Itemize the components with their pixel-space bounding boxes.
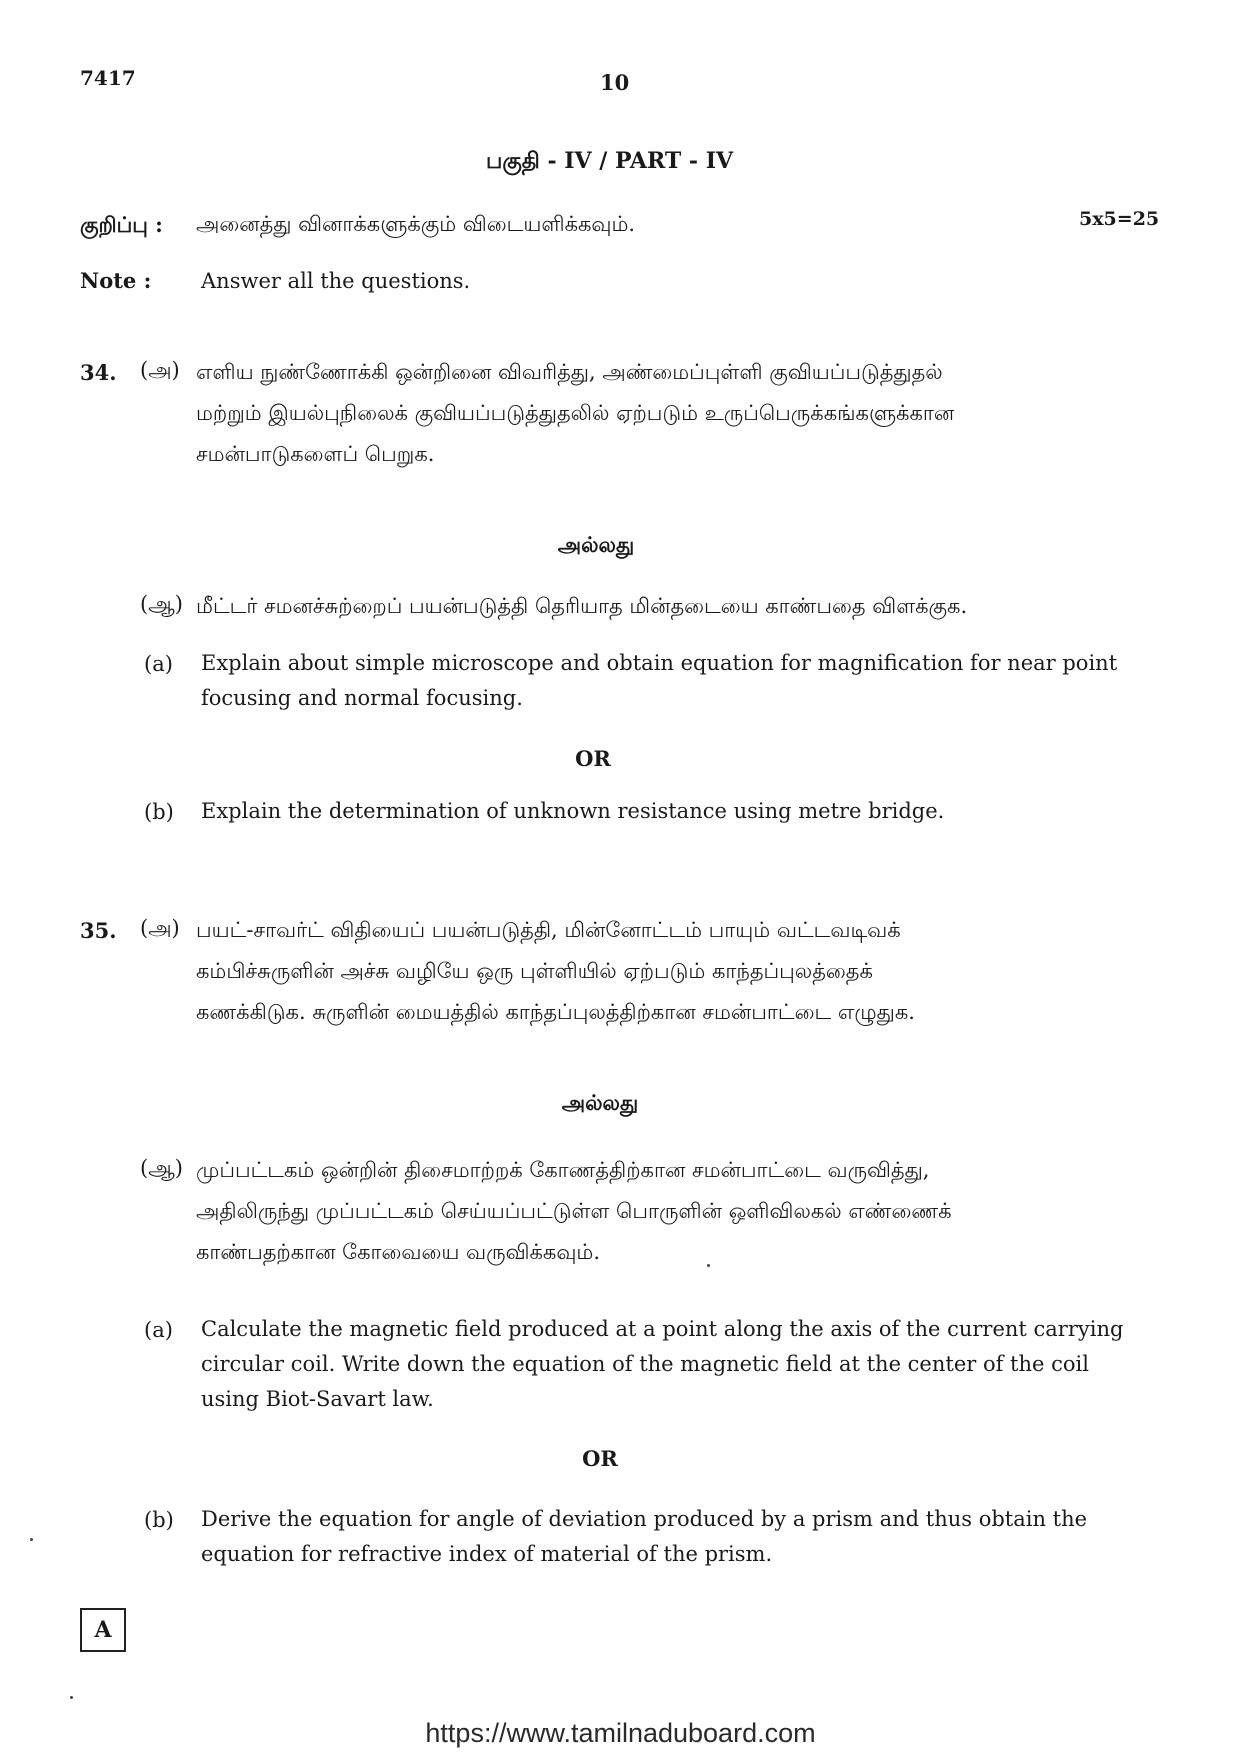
option-label-a: (a) (144, 652, 173, 676)
footer-url: https://www.tamilnaduboard.com (425, 1718, 816, 1748)
booklet-series-box: A (80, 1608, 126, 1652)
english-question-b: Derive the equation for angle of deviation produced by a prism and thus obtain the equation for refractive index of material of the prism. (201, 1507, 1088, 1566)
note-label-tamil: குறிப்பு : (80, 212, 163, 237)
option-label-tamil-a: (அ) (140, 916, 180, 940)
part-title: பகுதி - IV / PART - IV (486, 148, 734, 174)
option-label-b: (b) (144, 1508, 174, 1532)
option-label-tamil-a: (அ) (140, 358, 180, 382)
tamil-question-a: பயட்-சாவர்ட் விதியைப் பயன்படுத்தி, மின்னோட்டம் பாயும் வட்டவடிவக் கம்பிச்சுருளின் அச்சு வழியே ஒரு புள்ளியில் ஏற்படும் காந்தப்புலத்தைக் கணக்கிடுக. சுருளின் மையத்தில் காந்தப்புலத்திற்கான சமன்பாட்டை எழுதுக. (196, 918, 915, 1024)
or-separator-tamil: அல்லது (557, 532, 635, 557)
paper-code: 7417 (80, 66, 136, 90)
english-question-a: Explain about simple microscope and obtain equation for magnification for near point focusing and normal focusing. (201, 651, 1118, 710)
english-question-a: Calculate the magnetic field produced at a point along the axis of the current carrying circular coil. Write down the equation of the magnetic field at the center of the coil using Biot-Savart law. (201, 1317, 1124, 1411)
scan-speck (30, 1538, 33, 1541)
scan-speck (707, 1264, 710, 1267)
english-question-b: Explain the determination of unknown resistance using metre bridge. (201, 799, 945, 823)
note-text: Answer all the questions. (201, 269, 471, 293)
question-number: 34. (80, 360, 117, 385)
page-number: 10 (600, 70, 630, 95)
option-label-tamil-b: (ஆ) (140, 1156, 183, 1180)
or-separator: OR (582, 1446, 618, 1471)
note-label: Note : (80, 268, 152, 293)
tamil-question-a: எளிய நுண்ணோக்கி ஒன்றினை விவரித்து, அண்மைப்புள்ளி குவியப்படுத்துதல் மற்றும் இயல்புநிலைக் குவியப்படுத்துதலில் ஏற்படும் உருப்பெருக்கங்களுக்கான சமன்பாடுகளைப் பெறுக. (196, 360, 955, 466)
or-separator: OR (575, 746, 611, 771)
option-label-b: (b) (144, 800, 174, 824)
option-label-a: (a) (144, 1318, 173, 1342)
tamil-question-b: மீட்டர் சமனச்சுற்றைப் பயன்படுத்தி தெரியாத மின்தடையை காண்பதை விளக்குக. (196, 594, 968, 618)
scan-speck (70, 1696, 73, 1699)
option-label-tamil-b: (ஆ) (140, 592, 183, 616)
question-number: 35. (80, 918, 117, 943)
marks-scheme: 5x5=25 (1079, 208, 1160, 230)
note-text-tamil: அனைத்து வினாக்களுக்கும் விடையளிக்கவும். (196, 212, 636, 236)
tamil-question-b: முப்பட்டகம் ஒன்றின் திசைமாற்றக் கோணத்திற்கான சமன்பாட்டை வருவித்து, அதிலிருந்து முப்பட்டகம் செய்யப்பட்டுள்ள பொருளின் ஒளிவிலகல் எண்ணைக் காண்பதற்கான கோவையை வருவிக்கவும். (196, 1158, 952, 1264)
or-separator-tamil: அல்லது (561, 1090, 639, 1115)
